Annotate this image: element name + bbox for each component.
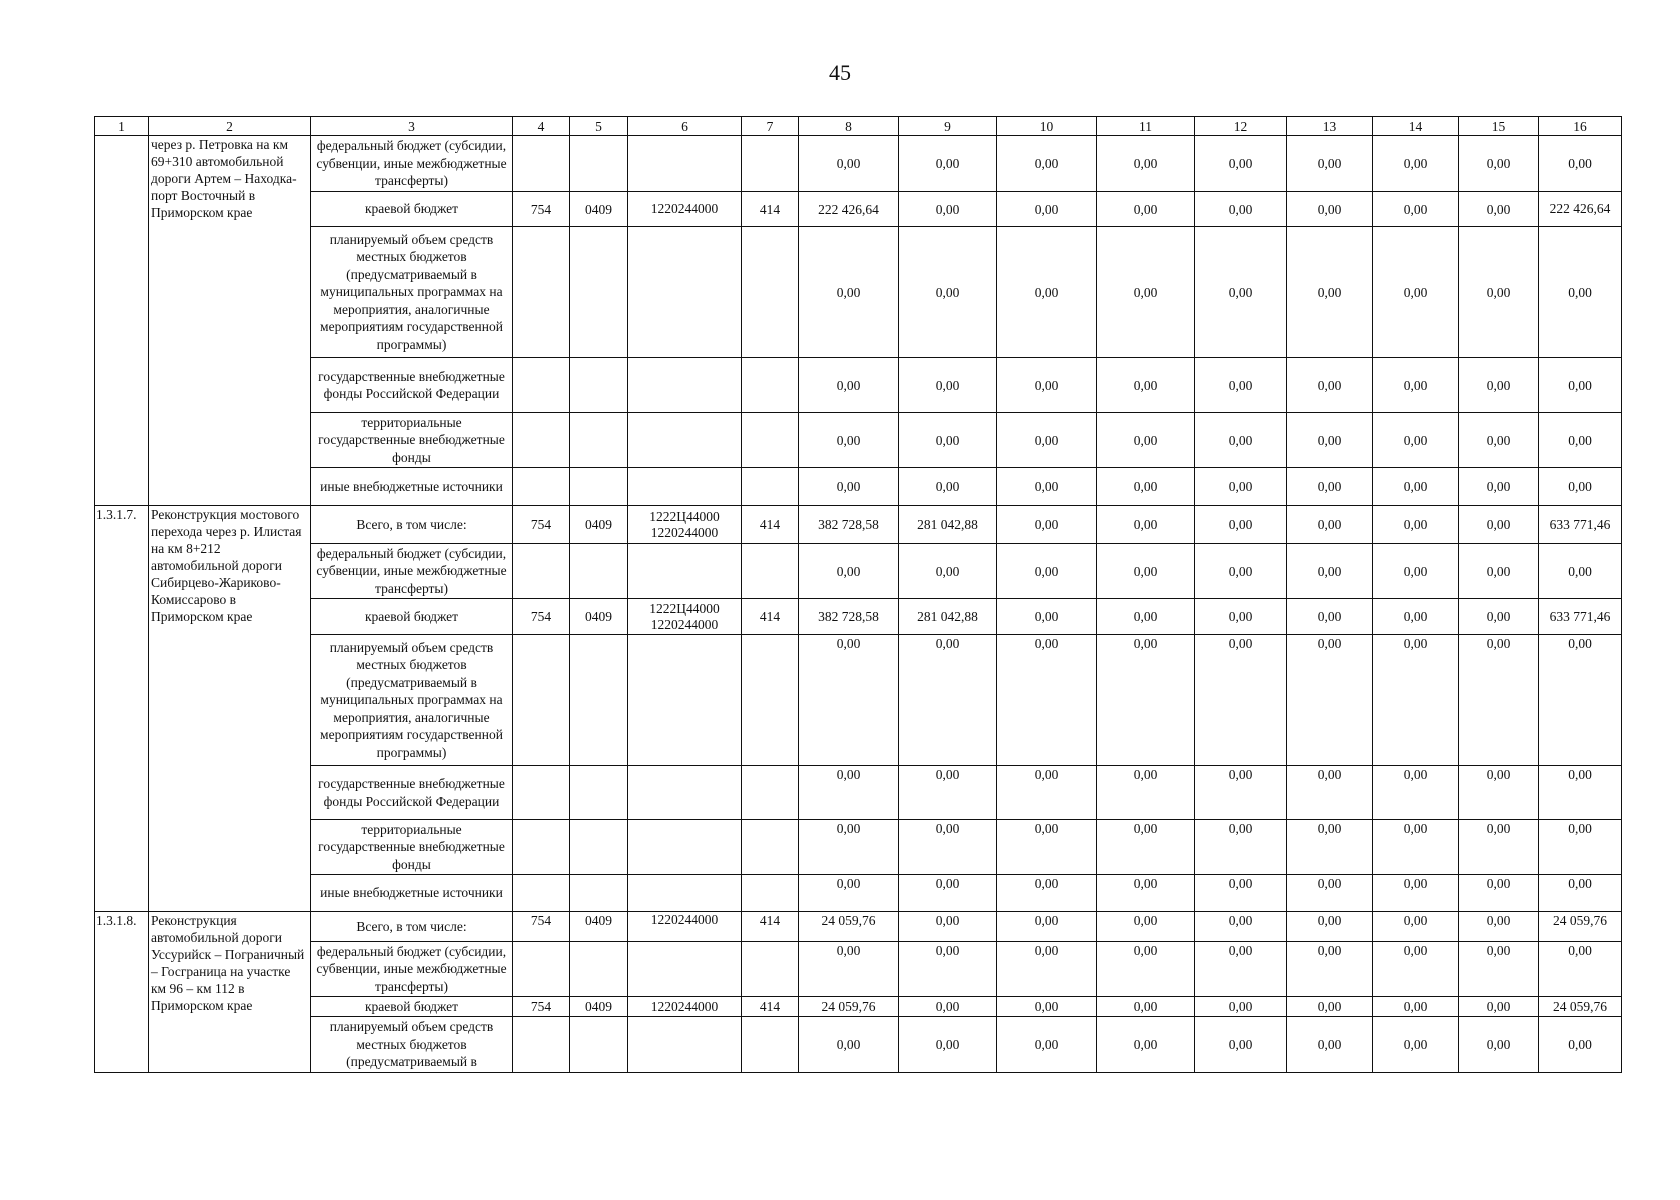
amount-cell: 0,00 bbox=[799, 468, 899, 506]
amount-cell: 0,00 bbox=[997, 875, 1097, 912]
funding-source-cell: государственные внебюджетные фонды Российской Федерации bbox=[311, 766, 513, 820]
table-row bbox=[95, 506, 1622, 544]
table-row bbox=[95, 227, 1622, 358]
funding-source-cell: федеральный бюджет (субсидии, субвенции, иные межбюджетные трансферты) bbox=[311, 544, 513, 599]
section-code-cell bbox=[570, 136, 628, 192]
amount-cell: 0,00 bbox=[799, 544, 899, 599]
grbs-code-cell: 754 bbox=[513, 506, 570, 544]
amount-cell: 0,00 bbox=[1539, 635, 1622, 766]
funding-source-cell: планируемый объем средств местных бюджетов (предусматриваемый в муниципальных программах на мероприятия, аналогичные мероприятиям государственной программы) bbox=[311, 635, 513, 766]
amount-cell: 0,00 bbox=[997, 506, 1097, 544]
amount-cell: 0,00 bbox=[1097, 413, 1195, 468]
item-index-cell: 1.3.1.7. bbox=[95, 506, 149, 912]
expense-type-cell bbox=[742, 468, 799, 506]
amount-cell: 0,00 bbox=[1459, 468, 1539, 506]
amount-cell: 0,00 bbox=[1287, 358, 1373, 413]
expense-type-cell bbox=[742, 875, 799, 912]
section-code-cell bbox=[570, 766, 628, 820]
expense-type-cell: 414 bbox=[742, 912, 799, 942]
section-code-cell bbox=[570, 468, 628, 506]
amount-cell: 0,00 bbox=[1287, 599, 1373, 635]
table-row bbox=[95, 599, 1622, 635]
header-cell: 15 bbox=[1459, 117, 1539, 136]
amount-cell: 633 771,46 bbox=[1539, 506, 1622, 544]
amount-cell: 24 059,76 bbox=[1539, 997, 1622, 1017]
amount-cell: 0,00 bbox=[1287, 227, 1373, 358]
amount-cell: 0,00 bbox=[899, 997, 997, 1017]
amount-cell: 0,00 bbox=[1373, 820, 1459, 875]
amount-cell: 0,00 bbox=[1097, 192, 1195, 227]
target-article-cell bbox=[628, 875, 742, 912]
section-code-cell: 0409 bbox=[570, 599, 628, 635]
amount-cell: 0,00 bbox=[1195, 599, 1287, 635]
amount-cell: 0,00 bbox=[1195, 875, 1287, 912]
item-index-cell bbox=[95, 136, 149, 506]
amount-cell: 0,00 bbox=[1097, 358, 1195, 413]
amount-cell: 0,00 bbox=[1195, 1017, 1287, 1073]
amount-cell: 0,00 bbox=[1195, 358, 1287, 413]
amount-cell: 0,00 bbox=[1195, 136, 1287, 192]
amount-cell: 0,00 bbox=[1195, 766, 1287, 820]
amount-cell: 0,00 bbox=[1287, 997, 1373, 1017]
table-body bbox=[95, 117, 1622, 1073]
funding-source-cell: планируемый объем средств местных бюджетов (предусматриваемый в bbox=[311, 1017, 513, 1073]
expense-type-cell: 414 bbox=[742, 506, 799, 544]
grbs-code-cell bbox=[513, 635, 570, 766]
table-row bbox=[95, 136, 1622, 192]
target-article-cell bbox=[628, 413, 742, 468]
target-article-cell bbox=[628, 1017, 742, 1073]
target-article-cell: 1222Ц44000 1220244000 bbox=[628, 599, 742, 635]
amount-cell: 0,00 bbox=[1459, 599, 1539, 635]
expense-type-cell bbox=[742, 358, 799, 413]
grbs-code-cell bbox=[513, 820, 570, 875]
amount-cell: 0,00 bbox=[799, 358, 899, 413]
amount-cell: 0,00 bbox=[1373, 599, 1459, 635]
amount-cell: 0,00 bbox=[1459, 506, 1539, 544]
target-article-cell bbox=[628, 635, 742, 766]
section-code-cell bbox=[570, 413, 628, 468]
target-article-cell bbox=[628, 942, 742, 997]
amount-cell: 0,00 bbox=[899, 413, 997, 468]
amount-cell: 0,00 bbox=[799, 136, 899, 192]
table-row bbox=[95, 942, 1622, 997]
section-code-cell: 0409 bbox=[570, 506, 628, 544]
amount-cell: 0,00 bbox=[1097, 599, 1195, 635]
target-article-cell bbox=[628, 544, 742, 599]
amount-cell: 0,00 bbox=[799, 766, 899, 820]
amount-cell: 0,00 bbox=[1097, 875, 1195, 912]
grbs-code-cell bbox=[513, 227, 570, 358]
expense-type-cell: 414 bbox=[742, 599, 799, 635]
amount-cell: 382 728,58 bbox=[799, 506, 899, 544]
funding-source-cell: Всего, в том числе: bbox=[311, 506, 513, 544]
target-article-cell bbox=[628, 136, 742, 192]
table-row bbox=[95, 997, 1622, 1017]
header-cell: 14 bbox=[1373, 117, 1459, 136]
amount-cell: 0,00 bbox=[899, 227, 997, 358]
amount-cell: 0,00 bbox=[1097, 635, 1195, 766]
amount-cell: 281 042,88 bbox=[899, 506, 997, 544]
header-cell: 7 bbox=[742, 117, 799, 136]
amount-cell: 0,00 bbox=[899, 1017, 997, 1073]
table-row bbox=[95, 875, 1622, 912]
amount-cell: 0,00 bbox=[899, 635, 997, 766]
amount-cell: 0,00 bbox=[1287, 544, 1373, 599]
expense-type-cell bbox=[742, 820, 799, 875]
amount-cell: 0,00 bbox=[1195, 468, 1287, 506]
header-cell: 9 bbox=[899, 117, 997, 136]
table-row bbox=[95, 413, 1622, 468]
amount-cell: 0,00 bbox=[1373, 766, 1459, 820]
grbs-code-cell bbox=[513, 1017, 570, 1073]
amount-cell: 0,00 bbox=[899, 136, 997, 192]
header-cell: 10 bbox=[997, 117, 1097, 136]
table-row bbox=[95, 468, 1622, 506]
amount-cell: 0,00 bbox=[1287, 506, 1373, 544]
amount-cell: 0,00 bbox=[1539, 413, 1622, 468]
amount-cell: 0,00 bbox=[1459, 358, 1539, 413]
funding-source-cell: планируемый объем средств местных бюджетов (предусматриваемый в муниципальных программах на мероприятия, аналогичные мероприятиям государственной программы) bbox=[311, 227, 513, 358]
amount-cell: 0,00 bbox=[899, 912, 997, 942]
grbs-code-cell bbox=[513, 544, 570, 599]
amount-cell: 0,00 bbox=[1097, 227, 1195, 358]
amount-cell: 0,00 bbox=[1097, 942, 1195, 997]
amount-cell: 222 426,64 bbox=[799, 192, 899, 227]
grbs-code-cell: 754 bbox=[513, 997, 570, 1017]
amount-cell: 0,00 bbox=[997, 766, 1097, 820]
amount-cell: 0,00 bbox=[1287, 192, 1373, 227]
amount-cell: 633 771,46 bbox=[1539, 599, 1622, 635]
section-code-cell: 0409 bbox=[570, 192, 628, 227]
section-code-cell bbox=[570, 820, 628, 875]
amount-cell: 0,00 bbox=[997, 599, 1097, 635]
amount-cell: 0,00 bbox=[1459, 544, 1539, 599]
amount-cell: 0,00 bbox=[1373, 1017, 1459, 1073]
item-name-cell: через р. Петровка на км 69+310 автомобильной дороги Артем – Находка-порт Восточный в Приморском крае bbox=[149, 136, 311, 506]
item-name-cell: Реконструкция автомобильной дороги Уссурийск – Пограничный – Госграница на участке км 96 – км 112 в Приморском крае bbox=[149, 912, 311, 1073]
funding-source-cell: территориальные государственные внебюджетные фонды bbox=[311, 820, 513, 875]
funding-source-cell: федеральный бюджет (субсидии, субвенции, иные межбюджетные трансферты) bbox=[311, 942, 513, 997]
section-code-cell bbox=[570, 544, 628, 599]
expense-type-cell: 414 bbox=[742, 192, 799, 227]
expense-type-cell bbox=[742, 136, 799, 192]
section-code-cell: 0409 bbox=[570, 997, 628, 1017]
amount-cell: 281 042,88 bbox=[899, 599, 997, 635]
grbs-code-cell: 754 bbox=[513, 192, 570, 227]
amount-cell: 0,00 bbox=[1459, 136, 1539, 192]
amount-cell: 24 059,76 bbox=[1539, 912, 1622, 942]
target-article-cell: 1220244000 bbox=[628, 192, 742, 227]
funding-source-cell: территориальные государственные внебюджетные фонды bbox=[311, 413, 513, 468]
amount-cell: 0,00 bbox=[1459, 635, 1539, 766]
expense-type-cell bbox=[742, 635, 799, 766]
amount-cell: 382 728,58 bbox=[799, 599, 899, 635]
section-code-cell bbox=[570, 358, 628, 413]
expense-type-cell bbox=[742, 942, 799, 997]
section-code-cell bbox=[570, 1017, 628, 1073]
header-cell: 1 bbox=[95, 117, 149, 136]
amount-cell: 0,00 bbox=[1459, 997, 1539, 1017]
amount-cell: 0,00 bbox=[1373, 912, 1459, 942]
amount-cell: 0,00 bbox=[1287, 468, 1373, 506]
table-row bbox=[95, 766, 1622, 820]
amount-cell: 0,00 bbox=[1539, 942, 1622, 997]
amount-cell: 0,00 bbox=[799, 820, 899, 875]
amount-cell: 0,00 bbox=[1287, 912, 1373, 942]
amount-cell: 0,00 bbox=[1373, 358, 1459, 413]
amount-cell: 0,00 bbox=[1373, 875, 1459, 912]
amount-cell: 0,00 bbox=[1287, 413, 1373, 468]
amount-cell: 0,00 bbox=[1195, 227, 1287, 358]
target-article-cell bbox=[628, 766, 742, 820]
amount-cell: 0,00 bbox=[1287, 1017, 1373, 1073]
header-row bbox=[95, 117, 1622, 136]
page-number: 45 bbox=[829, 60, 851, 85]
amount-cell: 0,00 bbox=[1459, 192, 1539, 227]
expense-type-cell bbox=[742, 544, 799, 599]
grbs-code-cell: 754 bbox=[513, 599, 570, 635]
amount-cell: 0,00 bbox=[899, 820, 997, 875]
amount-cell: 0,00 bbox=[997, 358, 1097, 413]
amount-cell: 0,00 bbox=[1539, 766, 1622, 820]
amount-cell: 0,00 bbox=[899, 942, 997, 997]
funding-source-cell: государственные внебюджетные фонды Российской Федерации bbox=[311, 358, 513, 413]
header-cell: 4 bbox=[513, 117, 570, 136]
header-cell: 12 bbox=[1195, 117, 1287, 136]
amount-cell: 0,00 bbox=[1195, 635, 1287, 766]
amount-cell: 0,00 bbox=[1195, 413, 1287, 468]
amount-cell: 0,00 bbox=[997, 136, 1097, 192]
header-cell: 5 bbox=[570, 117, 628, 136]
grbs-code-cell bbox=[513, 413, 570, 468]
section-code-cell bbox=[570, 227, 628, 358]
amount-cell: 0,00 bbox=[1097, 468, 1195, 506]
amount-cell: 0,00 bbox=[1539, 875, 1622, 912]
target-article-cell bbox=[628, 820, 742, 875]
amount-cell: 0,00 bbox=[1287, 635, 1373, 766]
amount-cell: 0,00 bbox=[899, 358, 997, 413]
header-cell: 3 bbox=[311, 117, 513, 136]
amount-cell: 0,00 bbox=[997, 227, 1097, 358]
amount-cell: 0,00 bbox=[1459, 875, 1539, 912]
section-code-cell bbox=[570, 635, 628, 766]
amount-cell: 0,00 bbox=[1287, 136, 1373, 192]
target-article-cell: 1220244000 bbox=[628, 997, 742, 1017]
header-cell: 8 bbox=[799, 117, 899, 136]
amount-cell: 0,00 bbox=[997, 544, 1097, 599]
amount-cell: 0,00 bbox=[1459, 912, 1539, 942]
amount-cell: 0,00 bbox=[1373, 942, 1459, 997]
amount-cell: 0,00 bbox=[997, 468, 1097, 506]
header-cell: 11 bbox=[1097, 117, 1195, 136]
header-cell: 2 bbox=[149, 117, 311, 136]
amount-cell: 0,00 bbox=[1097, 997, 1195, 1017]
amount-cell: 0,00 bbox=[1373, 413, 1459, 468]
amount-cell: 0,00 bbox=[899, 544, 997, 599]
amount-cell: 0,00 bbox=[1195, 942, 1287, 997]
table-row bbox=[95, 912, 1622, 942]
target-article-cell: 1222Ц44000 1220244000 bbox=[628, 506, 742, 544]
grbs-code-cell bbox=[513, 766, 570, 820]
amount-cell: 0,00 bbox=[1459, 227, 1539, 358]
amount-cell: 0,00 bbox=[1373, 544, 1459, 599]
item-name-cell: Реконструкция мостового перехода через р. Илистая на км 8+212 автомобильной дороги Сибирцево-Жариково-Комиссарово в Приморском крае bbox=[149, 506, 311, 912]
section-code-cell: 0409 bbox=[570, 912, 628, 942]
amount-cell: 0,00 bbox=[1539, 1017, 1622, 1073]
table-row bbox=[95, 192, 1622, 227]
amount-cell: 0,00 bbox=[1373, 192, 1459, 227]
amount-cell: 0,00 bbox=[1539, 136, 1622, 192]
table-row bbox=[95, 635, 1622, 766]
amount-cell: 0,00 bbox=[1459, 413, 1539, 468]
target-article-cell bbox=[628, 358, 742, 413]
amount-cell: 0,00 bbox=[799, 1017, 899, 1073]
amount-cell: 0,00 bbox=[997, 413, 1097, 468]
amount-cell: 0,00 bbox=[1539, 358, 1622, 413]
amount-cell: 0,00 bbox=[1459, 766, 1539, 820]
amount-cell: 0,00 bbox=[1195, 192, 1287, 227]
funding-source-cell: федеральный бюджет (субсидии, субвенции, иные межбюджетные трансферты) bbox=[311, 136, 513, 192]
amount-cell: 0,00 bbox=[997, 1017, 1097, 1073]
amount-cell: 0,00 bbox=[1287, 875, 1373, 912]
amount-cell: 0,00 bbox=[1195, 544, 1287, 599]
table-row bbox=[95, 358, 1622, 413]
amount-cell: 0,00 bbox=[899, 875, 997, 912]
grbs-code-cell bbox=[513, 942, 570, 997]
amount-cell: 0,00 bbox=[1287, 766, 1373, 820]
target-article-cell bbox=[628, 468, 742, 506]
amount-cell: 0,00 bbox=[1539, 227, 1622, 358]
expense-type-cell bbox=[742, 413, 799, 468]
amount-cell: 0,00 bbox=[1195, 997, 1287, 1017]
amount-cell: 0,00 bbox=[997, 942, 1097, 997]
amount-cell: 0,00 bbox=[799, 875, 899, 912]
amount-cell: 0,00 bbox=[799, 227, 899, 358]
amount-cell: 0,00 bbox=[1539, 544, 1622, 599]
target-article-cell bbox=[628, 227, 742, 358]
expense-type-cell bbox=[742, 766, 799, 820]
amount-cell: 0,00 bbox=[1373, 468, 1459, 506]
grbs-code-cell bbox=[513, 875, 570, 912]
amount-cell: 0,00 bbox=[899, 192, 997, 227]
section-code-cell bbox=[570, 875, 628, 912]
table-row bbox=[95, 820, 1622, 875]
funding-source-cell: краевой бюджет bbox=[311, 599, 513, 635]
amount-cell: 24 059,76 bbox=[799, 912, 899, 942]
section-code-cell bbox=[570, 942, 628, 997]
item-index-cell: 1.3.1.8. bbox=[95, 912, 149, 1073]
amount-cell: 0,00 bbox=[997, 997, 1097, 1017]
amount-cell: 0,00 bbox=[1287, 820, 1373, 875]
funding-source-cell: иные внебюджетные источники bbox=[311, 468, 513, 506]
amount-cell: 0,00 bbox=[1195, 912, 1287, 942]
amount-cell: 0,00 bbox=[1195, 506, 1287, 544]
expense-type-cell bbox=[742, 227, 799, 358]
amount-cell: 0,00 bbox=[1195, 820, 1287, 875]
funding-source-cell: иные внебюджетные источники bbox=[311, 875, 513, 912]
amount-cell: 0,00 bbox=[1373, 506, 1459, 544]
amount-cell: 0,00 bbox=[1539, 468, 1622, 506]
amount-cell: 0,00 bbox=[899, 766, 997, 820]
grbs-code-cell bbox=[513, 136, 570, 192]
amount-cell: 0,00 bbox=[997, 192, 1097, 227]
amount-cell: 0,00 bbox=[1373, 227, 1459, 358]
funding-source-cell: краевой бюджет bbox=[311, 997, 513, 1017]
header-cell: 13 bbox=[1287, 117, 1373, 136]
amount-cell: 0,00 bbox=[1097, 912, 1195, 942]
funding-source-cell: Всего, в том числе: bbox=[311, 912, 513, 942]
amount-cell: 0,00 bbox=[1373, 997, 1459, 1017]
amount-cell: 0,00 bbox=[1097, 544, 1195, 599]
target-article-cell: 1220244000 bbox=[628, 912, 742, 942]
funding-source-cell: краевой бюджет bbox=[311, 192, 513, 227]
grbs-code-cell bbox=[513, 468, 570, 506]
header-cell: 6 bbox=[628, 117, 742, 136]
amount-cell: 0,00 bbox=[1287, 942, 1373, 997]
amount-cell: 0,00 bbox=[1459, 1017, 1539, 1073]
grbs-code-cell: 754 bbox=[513, 912, 570, 942]
amount-cell: 0,00 bbox=[899, 468, 997, 506]
amount-cell: 0,00 bbox=[1097, 820, 1195, 875]
amount-cell: 0,00 bbox=[799, 942, 899, 997]
expense-type-cell bbox=[742, 1017, 799, 1073]
amount-cell: 0,00 bbox=[799, 413, 899, 468]
amount-cell: 0,00 bbox=[1097, 506, 1195, 544]
header-cell: 16 bbox=[1539, 117, 1622, 136]
amount-cell: 0,00 bbox=[1459, 820, 1539, 875]
amount-cell: 0,00 bbox=[997, 912, 1097, 942]
amount-cell: 0,00 bbox=[1373, 136, 1459, 192]
amount-cell: 0,00 bbox=[997, 635, 1097, 766]
amount-cell: 0,00 bbox=[1373, 635, 1459, 766]
table-row bbox=[95, 544, 1622, 599]
amount-cell: 24 059,76 bbox=[799, 997, 899, 1017]
amount-cell: 0,00 bbox=[997, 820, 1097, 875]
amount-cell: 0,00 bbox=[799, 635, 899, 766]
table-row bbox=[95, 1017, 1622, 1073]
grbs-code-cell bbox=[513, 358, 570, 413]
expense-type-cell: 414 bbox=[742, 997, 799, 1017]
amount-cell: 0,00 bbox=[1097, 1017, 1195, 1073]
amount-cell: 0,00 bbox=[1097, 136, 1195, 192]
budget-table bbox=[94, 116, 1622, 1073]
amount-cell: 0,00 bbox=[1459, 942, 1539, 997]
amount-cell: 0,00 bbox=[1097, 766, 1195, 820]
amount-cell: 0,00 bbox=[1539, 820, 1622, 875]
amount-cell: 222 426,64 bbox=[1539, 192, 1622, 227]
